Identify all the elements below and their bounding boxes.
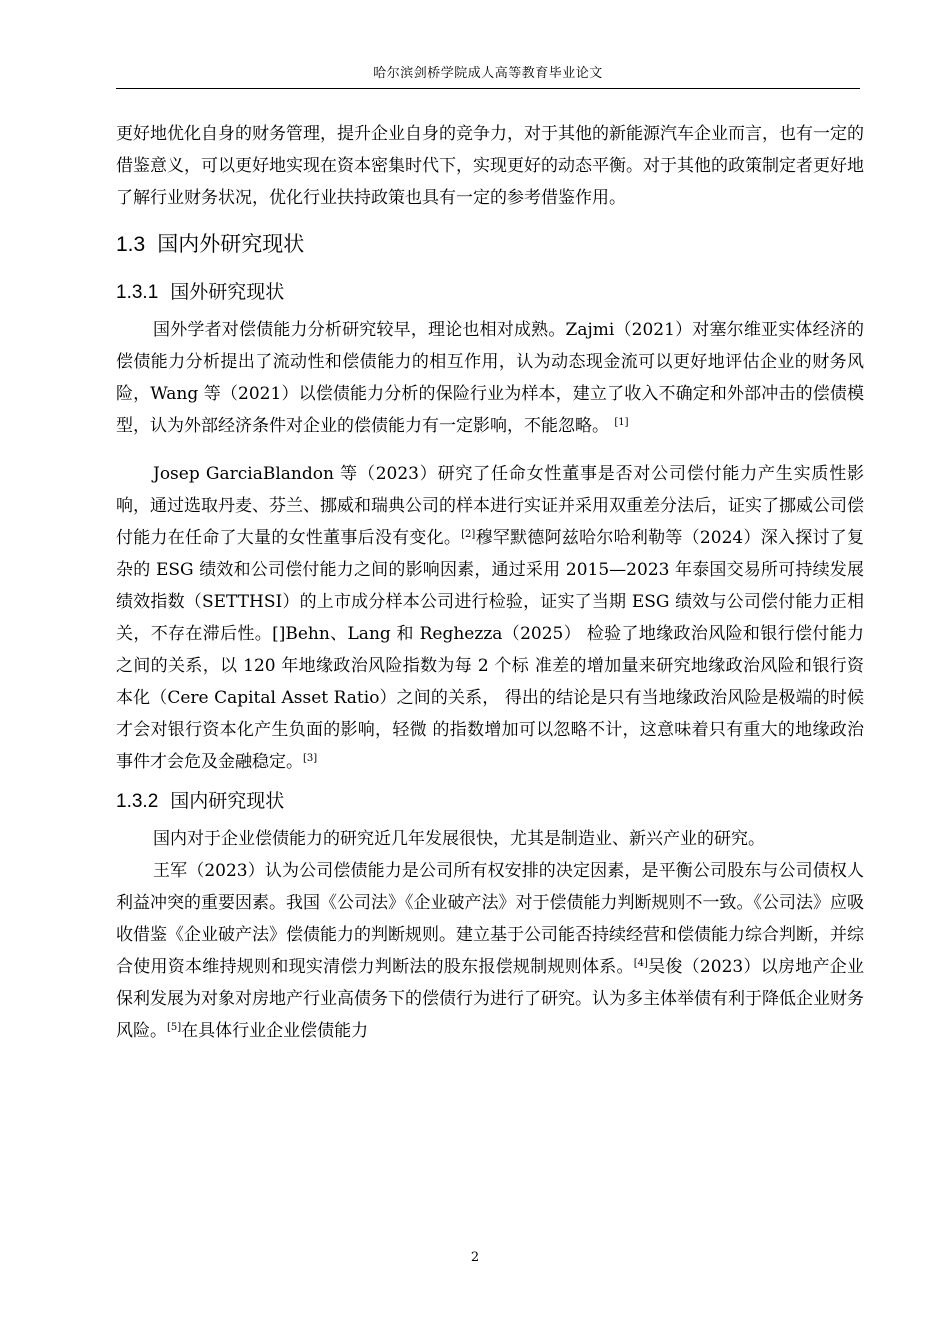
citation-ref: [5] [167, 1022, 182, 1033]
citation-ref: [2] [461, 529, 476, 540]
foreign-research-paragraph-1 [116, 314, 864, 442]
page-number: 2 [470, 1250, 480, 1265]
section-title: 国内研究现状 [170, 790, 285, 812]
citation-ref: [1] [614, 417, 629, 428]
paragraph-text: 在具体行业企业偿债能力 [181, 1021, 369, 1041]
citation-ref: [3] [303, 753, 318, 764]
citation-ref: [4] [633, 958, 648, 969]
paragraph-text: 吴俊（2023）以房地产企业保利发展为对象对房地产行业高债务下的偿债行为进行了研究。认为多主体举债有利于降低企业财务风险。 [116, 957, 865, 1041]
section-title: 国外研究现状 [170, 281, 285, 303]
section-heading-1-3 [116, 224, 864, 265]
foreign-research-paragraph-2 [116, 458, 864, 778]
paragraph-text: Josep GarciaBlandon 等（2023）研究了任命女性董事是否对公司偿付能力产生实质性影响，通过选取丹麦、芬兰、挪威和瑞典公司的样本进行实证并采用双重差分法后，证实了挪威公司偿付能力在任命了大量的女性董事后没有变化。 [116, 464, 864, 548]
header-rule [116, 88, 860, 89]
section-heading-1-3-2 [116, 784, 864, 819]
section-number: 1.3.2 [116, 791, 159, 812]
section-number: 1.3 [116, 233, 146, 256]
section-number: 1.3.1 [116, 282, 159, 303]
paragraph-text: 穆罕默德阿兹哈尔哈利勒等（2024）深入探讨了复杂的 ESG 绩效和公司偿付能力之间的影响因素，通过采用 2015—2023 年泰国交易所可持续发展绩效指数（SETTHSI）的上市成分样本公司进行检验，证实了当期 ESG 绩效与公司偿付能力正相关，不存在滞后性。[]Behn、Lang 和 Reghezza（2025） 检验了地缘政治风险和银行偿付能力之间的关系，以 120 年地缘政治风险指数为每 2 个标 准差的增加量来研究地缘政治风险和银行资本化（Cere Capital Asset Ratio）之间的关系， 得出的结论是只有当地缘政治风险是极端的时候才会对银行资本化产生负面的影响，轻微 的指数增加可以忽略不计，这意味着只有重大的地缘政治事件才会危及金融稳定。 [116, 528, 865, 772]
page-header: 哈尔滨剑桥学院成人高等教育毕业论文 [373, 66, 603, 81]
domestic-research-paragraph-2 [116, 855, 864, 1047]
paragraph-gap [116, 442, 864, 458]
paragraph-text: 王军（2023）认为公司偿债能力是公司所有权安排的决定因素，是平衡公司股东与公司债权人利益冲突的重要因素。我国《公司法》《企业破产法》对于偿债能力判断规则不一致。《公司法》应吸收借鉴《企业破产法》偿债能力的判断规则。建立基于公司能否持续经营和偿债能力综合判断，并综合使用资本维持规则和现实清偿力判断法的股东报偿规制规则体系。 [116, 861, 864, 977]
section-title: 国内外研究现状 [157, 232, 305, 256]
intro-paragraph: 更好地优化自身的财务管理，提升企业自身的竞争力，对于其他的新能源汽车企业而言，也有一定的借鉴意义，可以更好地实现在资本密集时代下，实现更好的动态平衡。对于其他的政策制定者更好地了解行业财务状况，优化行业扶持政策也具有一定的参考借鉴作用。 [116, 124, 864, 208]
document-body [116, 118, 864, 1047]
domestic-research-paragraph-1: 国内对于企业偿债能力的研究近几年发展很快，尤其是制造业、新兴产业的研究。 [153, 829, 765, 849]
section-heading-1-3-1 [116, 275, 864, 310]
paragraph-text: 国外学者对偿债能力分析研究较早，理论也相对成熟。Zajmi（2021）对塞尔维亚实体经济的偿债能力分析提出了流动性和偿债能力的相互作用，认为动态现金流可以更好地评估企业的财务风险，Wang 等（2021）以偿债能力分析的保险行业为样本，建立了收入不确定和外部冲击的偿债模型，认为外部经济条件对企业的偿债能力有一定影响，不能忽略。 [116, 320, 864, 436]
